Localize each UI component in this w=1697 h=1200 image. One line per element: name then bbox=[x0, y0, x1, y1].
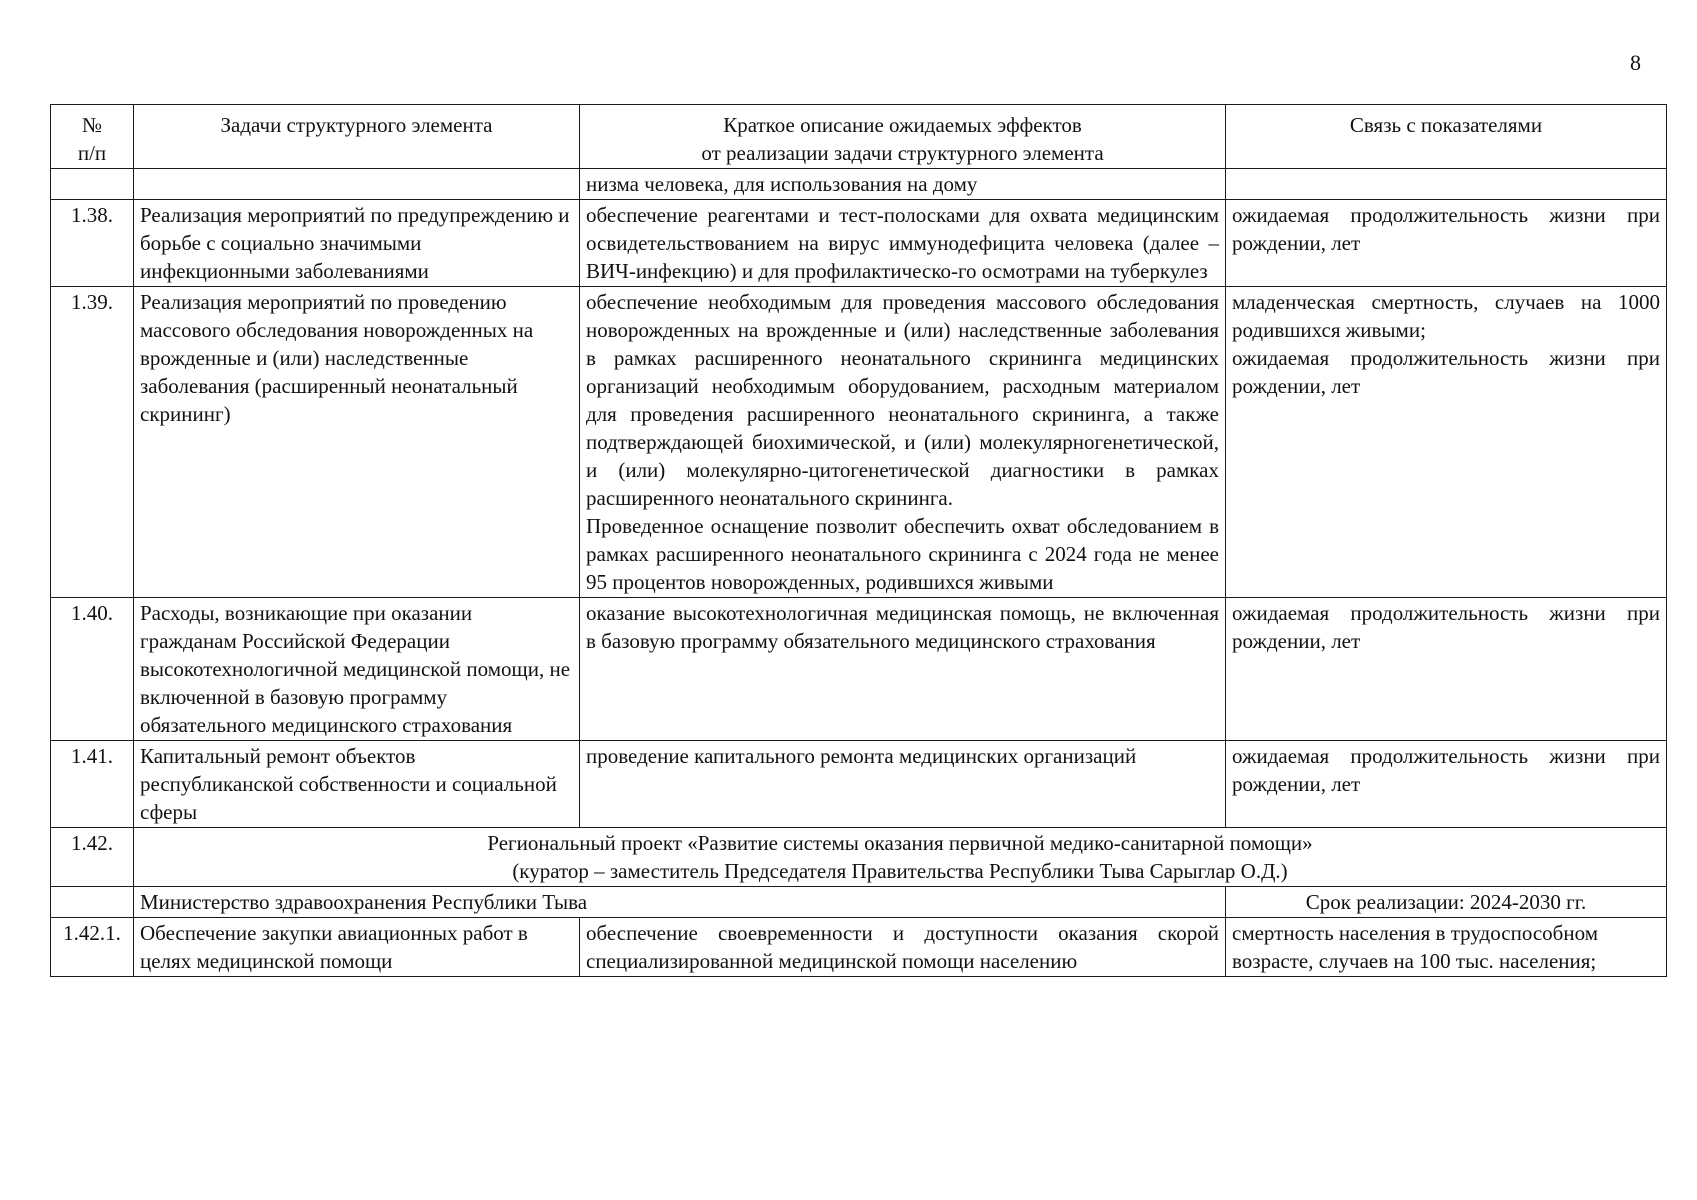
deadline: Срок реализации: 2024-2030 гг. bbox=[1226, 887, 1667, 918]
cell-link-indicator-1: младенческая смертность, случаев на 1000 родившихся живыми; bbox=[1232, 290, 1660, 342]
table-row-1-38 bbox=[51, 200, 1667, 287]
table-row-ministry bbox=[51, 887, 1667, 918]
cell-desc: обеспечение своевременности и доступности оказания скорой специализированной медицинской помощи населению bbox=[580, 918, 1226, 977]
cell-link bbox=[1226, 169, 1667, 200]
header-num bbox=[51, 105, 134, 169]
header-num-line1: № bbox=[81, 113, 103, 137]
cell-desc-paragraph-2: Проведенное оснащение позволит обеспечить охват обследованием в рамках расширенного неонатального скрининга с 2024 года не менее 95 процентов новорожденных, родившихся живыми bbox=[586, 514, 1219, 594]
cell-link bbox=[1226, 287, 1667, 598]
header-num-line2: п/п bbox=[77, 141, 107, 165]
cell-task: Реализация мероприятий по проведению массового обследования новорожденных на врожденные и (или) наследственные заболевания (расширенный неонатальный скрининг) bbox=[134, 287, 580, 598]
cell-desc: низма человека, для использования на дому bbox=[580, 169, 1226, 200]
project-title bbox=[134, 828, 1667, 887]
cell-num: 1.40. bbox=[51, 598, 134, 741]
cell-link: ожидаемая продолжительность жизни при рождении, лет bbox=[1226, 200, 1667, 287]
tasks-table bbox=[50, 104, 1667, 977]
cell-task: Капитальный ремонт объектов республиканской собственности и социальной сферы bbox=[134, 741, 580, 828]
table-header-row bbox=[51, 105, 1667, 169]
header-link: Связь с показателями bbox=[1226, 105, 1667, 169]
cell-num: 1.41. bbox=[51, 741, 134, 828]
table-row-1-39 bbox=[51, 287, 1667, 598]
cell-task: Реализация мероприятий по предупреждению и борьбе с социально значимыми инфекционными заболеваниями bbox=[134, 200, 580, 287]
header-desc bbox=[580, 105, 1226, 169]
cell-num bbox=[51, 169, 134, 200]
table-row-1-41 bbox=[51, 741, 1667, 828]
cell-num: 1.42.1. bbox=[51, 918, 134, 977]
table-row-1-40 bbox=[51, 598, 1667, 741]
cell-num: 1.42. bbox=[51, 828, 134, 887]
table-row-1-42-1 bbox=[51, 918, 1667, 977]
header-task: Задачи структурного элемента bbox=[134, 105, 580, 169]
cell-desc-paragraph-1: обеспечение необходимым для проведения массового обследования новорожденных на врожденные и (или) наследственные заболевания в рамках расширенного неонатального скрининга медицинских организаций необходимым оборудованием, расходным материалом для проведения расширенного неонатального скрининга, а также подтверждающей биохимической, и (или) молекулярногенетической, и (или) молекулярно-цитогенетической диагностики в рамках расширенного неонатального скрининга. bbox=[586, 290, 1219, 510]
cell-num: 1.39. bbox=[51, 287, 134, 598]
project-title-line1: Региональный проект «Развитие системы оказания первичной медико-санитарной помощи» bbox=[487, 831, 1313, 855]
cell-link: ожидаемая продолжительность жизни при рождении, лет bbox=[1226, 598, 1667, 741]
cell-link: смертность населения в трудоспособном возрасте, случаев на 100 тыс. населения; bbox=[1226, 918, 1667, 977]
cell-link: ожидаемая продолжительность жизни при рождении, лет bbox=[1226, 741, 1667, 828]
cell-num bbox=[51, 887, 134, 918]
project-title-line2: (куратор – заместитель Председателя Правительства Республики Тыва Сарыглар О.Д.) bbox=[512, 859, 1288, 883]
cell-desc: обеспечение реагентами и тест-полосками для охвата медицинским освидетельствованием на вирус иммунодефицита человека (далее – ВИЧ-инфекцию) и для профилактическо-го осмотрами на туберкулез bbox=[580, 200, 1226, 287]
header-desc-line1: Краткое описание ожидаемых эффектов bbox=[723, 113, 1082, 137]
ministry-name: Министерство здравоохранения Республики Тыва bbox=[134, 887, 1226, 918]
table-row-1-42-project bbox=[51, 828, 1667, 887]
cell-task: Обеспечение закупки авиационных работ в целях медицинской помощи bbox=[134, 918, 580, 977]
table-row-continuation bbox=[51, 169, 1667, 200]
cell-desc: проведение капитального ремонта медицинских организаций bbox=[580, 741, 1226, 828]
cell-desc: оказание высокотехнологичная медицинская помощь, не включенная в базовую программу обязательного медицинского страхования bbox=[580, 598, 1226, 741]
cell-task bbox=[134, 169, 580, 200]
page-number: 8 bbox=[1630, 50, 1641, 75]
cell-link-indicator-2: ожидаемая продолжительность жизни при рождении, лет bbox=[1232, 346, 1660, 398]
cell-desc bbox=[580, 287, 1226, 598]
header-desc-line2: от реализации задачи структурного элемента bbox=[701, 141, 1104, 165]
cell-task: Расходы, возникающие при оказании гражданам Российской Федерации высокотехнологичной медицинской помощи, не включенной в базовую программу обязательного медицинского страхования bbox=[134, 598, 580, 741]
cell-num: 1.38. bbox=[51, 200, 134, 287]
